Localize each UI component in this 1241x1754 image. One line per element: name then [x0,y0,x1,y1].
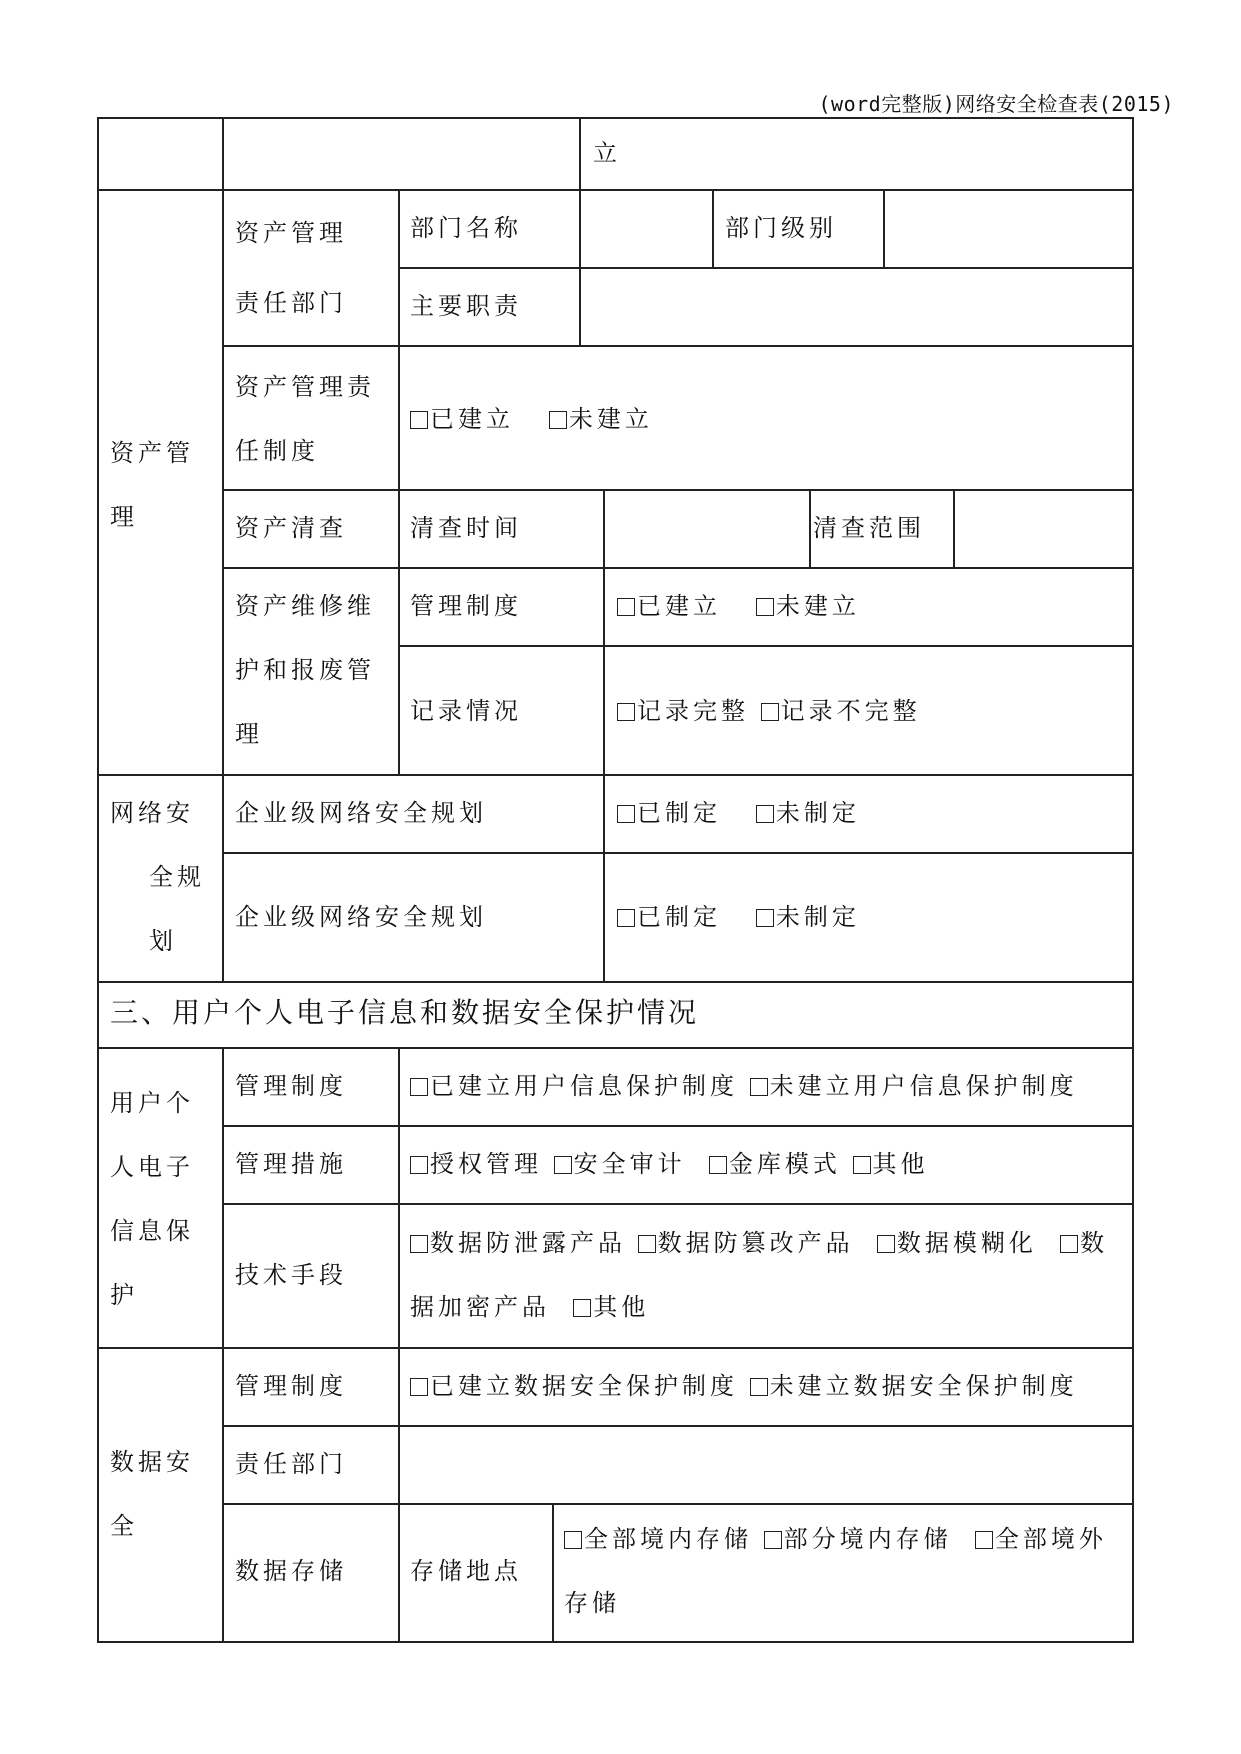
row-divider [97,981,1134,983]
option-not-formulated[interactable]: 未制定 [756,905,860,929]
column-divider [222,117,224,981]
checkbox[interactable] [410,1378,428,1396]
asset-check-label: 资产清查 [235,514,347,542]
data-dept-label: 责任部门 [235,1450,347,1478]
checkbox[interactable] [1060,1235,1078,1253]
checkbox[interactable] [410,1078,428,1096]
row-divider [222,567,1134,569]
row-divider [97,774,1134,776]
option-formulated[interactable]: 已制定 [617,905,721,929]
row-divider [97,189,1134,191]
column-divider [603,489,605,981]
checkbox[interactable] [877,1235,895,1253]
row-divider [97,1047,1134,1049]
option-partial-domestic[interactable]: 部分境内存储 [764,1527,952,1551]
option-record-incomplete[interactable]: 记录不完整 [761,699,921,723]
mgmt-system-options [617,594,860,618]
row-divider [398,645,1134,647]
column-divider [398,1047,400,1643]
main-duty-label: 主要职责 [410,292,522,320]
option-established[interactable]: 已建立用户信息保护制度 [410,1074,738,1098]
column-divider [579,117,581,345]
row-divider [97,1347,1134,1349]
data-security-section-label: 全 [110,1512,138,1540]
checkbox[interactable] [756,598,774,616]
user-tech-options [410,1231,1108,1255]
data-mgmt-label: 管理制度 [235,1372,347,1400]
checkbox[interactable] [617,909,635,927]
column-divider [552,1503,554,1643]
checkbox[interactable] [617,805,635,823]
record-label: 记录情况 [410,697,522,725]
data-storage-label: 数据存储 [235,1557,347,1585]
option-masking[interactable]: 数据模糊化 [877,1231,1037,1255]
option-established[interactable]: 已建立 [617,594,721,618]
user-tech-options-line2: 据加密产品 其他 [410,1293,650,1321]
plan-section-label: 全规 [149,863,205,891]
checklist-table [97,117,1134,1643]
checkbox[interactable] [756,909,774,927]
asset-section-label: 资产管 [110,439,194,467]
checkbox[interactable] [573,1299,591,1317]
asset-system-options [410,407,653,431]
user-info-section-label: 护 [110,1281,138,1309]
data-security-section-label: 数据安 [110,1448,194,1476]
checkbox[interactable] [750,1078,768,1096]
option-audit[interactable]: 安全审计 [554,1152,686,1176]
storage-location-options [564,1527,1107,1551]
checkbox[interactable] [410,1156,428,1174]
row-divider [398,267,1134,269]
plan-row-label: 企业级网络安全规划 [235,799,487,827]
checkbox[interactable] [975,1531,993,1549]
row-divider [222,1125,1134,1127]
row-divider [222,489,1134,491]
row-divider [222,1425,1134,1427]
user-info-section-label: 人电子 [110,1153,194,1181]
dept-name-label: 部门名称 [410,214,522,242]
table-border-right [1132,117,1134,1643]
table-border-left [97,117,99,1643]
storage-location-label: 存储地点 [410,1557,522,1585]
option-tamper-proof[interactable]: 数据防篡改产品 [638,1231,854,1255]
row-divider [222,1203,1134,1205]
plan-row-label: 企业级网络安全规划 [235,903,487,931]
option-not-established[interactable]: 未建立用户信息保护制度 [750,1074,1078,1098]
checkbox[interactable] [709,1156,727,1174]
option-all-domestic[interactable]: 全部境内存储 [564,1527,752,1551]
option-record-complete[interactable]: 记录完整 [617,699,749,723]
mgmt-system-label: 管理制度 [410,592,522,620]
user-info-section-label: 用户个 [110,1089,194,1117]
check-time-label: 清查时间 [410,514,522,542]
section-title: 三、用户个人电子信息和数据安全保护情况 [110,996,700,1029]
plan-section-label: 网络安 [110,799,194,827]
checkbox[interactable] [410,411,428,429]
column-divider [712,189,714,267]
user-measure-options [410,1152,929,1176]
data-mgmt-options [410,1374,1078,1398]
row-divider [222,852,1134,854]
checkbox[interactable] [764,1531,782,1549]
option-established[interactable]: 已建立 [410,407,514,431]
asset-maint-label: 理 [235,720,263,748]
asset-maint-label: 护和报废管 [235,656,375,684]
asset-section-label: 理 [110,503,138,531]
checkbox[interactable] [410,1235,428,1253]
column-divider [883,189,885,267]
user-tech-label: 技术手段 [235,1261,347,1289]
checkbox[interactable] [617,598,635,616]
continued-cell-text: 立 [593,139,621,167]
checkbox[interactable] [554,1156,572,1174]
dept-level-label: 部门级别 [725,214,837,242]
option-encryption[interactable]: 数 [1060,1231,1108,1255]
option-established[interactable]: 已建立数据安全保护制度 [410,1374,738,1398]
user-mgmt-options [410,1074,1078,1098]
checkbox[interactable] [564,1531,582,1549]
option-all-overseas[interactable]: 全部境外 [975,1527,1107,1551]
option-formulated[interactable]: 已制定 [617,801,721,825]
option-not-established[interactable]: 未建立数据安全保护制度 [750,1374,1078,1398]
document-header: (word完整版)网络安全检查表(2015) [818,92,1174,116]
asset-maint-label: 资产维修维 [235,592,375,620]
checkbox[interactable] [638,1235,656,1253]
asset-system-label: 资产管理责 [235,373,375,401]
checkbox[interactable] [750,1378,768,1396]
option-authorization[interactable]: 授权管理 [410,1152,542,1176]
checkbox[interactable] [549,411,567,429]
column-divider [398,189,400,774]
plan-row-options [617,801,860,825]
storage-location-options-line2: 存储 [564,1589,620,1617]
table-border-bottom [97,1641,1134,1643]
asset-dept-label: 责任部门 [235,289,347,317]
asset-dept-label: 资产管理 [235,219,347,247]
column-divider [809,489,811,567]
row-divider [222,345,1134,347]
option-vault-mode[interactable]: 金库模式 [709,1152,841,1176]
option-dlp[interactable]: 数据防泄露产品 [410,1231,626,1255]
option-not-established[interactable]: 未建立 [756,594,860,618]
option-not-formulated[interactable]: 未制定 [756,801,860,825]
plan-section-label: 划 [149,927,177,955]
record-options [617,699,921,723]
checkbox[interactable] [756,805,774,823]
checkbox[interactable] [761,703,779,721]
checkbox[interactable] [617,703,635,721]
asset-system-label: 任制度 [235,437,319,465]
check-scope-label: 清查范围 [813,514,925,542]
table-border-top [97,117,1134,119]
option-other[interactable]: 其他 [853,1152,929,1176]
option-not-established[interactable]: 未建立 [549,407,653,431]
user-measure-label: 管理措施 [235,1150,347,1178]
checkbox[interactable] [853,1156,871,1174]
column-divider [953,489,955,567]
row-divider [222,1503,1134,1505]
user-mgmt-label: 管理制度 [235,1072,347,1100]
option-other[interactable]: 其他 [573,1295,649,1319]
column-divider [222,1047,224,1643]
user-info-section-label: 信息保 [110,1217,194,1245]
plan-row-options [617,905,860,929]
